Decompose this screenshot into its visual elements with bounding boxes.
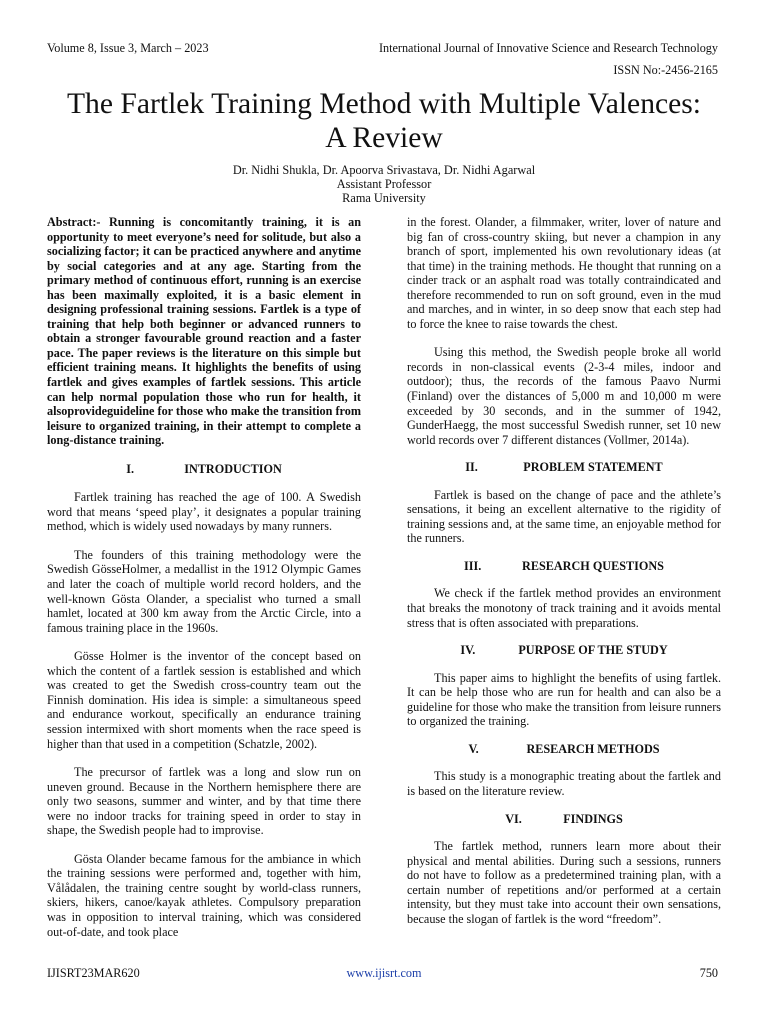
- right-column: [407, 215, 721, 926]
- section-number: II.: [465, 460, 478, 475]
- paragraph: Using this method, the Swedish people broke all world records in non-classical events (2-3-4 miles, indoor and outdoor); thus, the records of the famous Paavo Nurmi (Finland) over the distances of 5,000 m and 10,000 m were exceeded by 30 seconds, and in the summer of 1942, GunderHaegg, the most successful Swedish runner, set 10 new world records over 7 different distances (Vollmer, 2014a).: [407, 345, 721, 447]
- author-role: Assistant Professor: [336, 177, 432, 192]
- paragraph: This study is a monographic treating about the fartlek and is based on the literature review.: [407, 769, 721, 798]
- paragraph: Fartlek is based on the change of pace and the athlete’s sensations, it being an excellent alternative to the rigidity of training sessions and, at the same time, an enjoyable method for the runners.: [407, 487, 721, 546]
- section-number: VI.: [505, 811, 522, 826]
- section-title: PURPOSE OF THE STUDY: [518, 643, 668, 658]
- section-title: PROBLEM STATEMENT: [523, 460, 663, 475]
- section-number: V.: [468, 741, 479, 756]
- section-heading-purpose: [407, 643, 721, 658]
- volume-issue: Volume 8, Issue 3, March – 2023: [47, 41, 209, 55]
- title-line-1: The Fartlek Training Method with Multiple Valences:: [66, 88, 701, 120]
- section-title: FINDINGS: [563, 811, 623, 826]
- author-block: [0, 163, 768, 206]
- journal-url-link[interactable]: www.ijisrt.com: [346, 966, 422, 980]
- section-number: IV.: [460, 643, 476, 658]
- paper-title: [0, 87, 768, 155]
- article-code: IJISRT23MAR620: [47, 966, 140, 980]
- paragraph: This paper aims to highlight the benefits of using fartlek. It can be help those who are run for health and can also be a guideline for those who make the transition from leisure runners to organized the training.: [407, 670, 721, 729]
- paragraph: Gösta Olander became famous for the ambiance in which the training sessions were performed and, together with him, Vålådalen, the training centre sought by world-class runners, skiers, hikers, canoe/kayak athletes. Compulsory preparation was in opposition to interval training, which was considered out-of-date, and took place: [47, 851, 361, 939]
- paragraph: Fartlek training has reached the age of 100. A Swedish word that means ‘speed play’, it designates a popular training method, which is widely used nowadays by many runners.: [47, 490, 361, 534]
- section-heading-findings: [407, 812, 721, 827]
- paragraph: The fartlek method, runners learn more about their physical and mental abilities. During such a sessions, runners do not have to follow as a predetermined training plan, with a certain number of repetitions and/or performed at a certain intensity, but they must take into account their own sensations, because the slogan of fartlek is the word “freedom”.: [407, 839, 721, 926]
- journal-name: International Journal of Innovative Science and Research Technology: [378, 41, 718, 55]
- section-title: RESEARCH METHODS: [526, 741, 660, 756]
- title-line-2: A Review: [325, 122, 443, 154]
- left-column: [47, 215, 361, 939]
- section-number: III.: [464, 558, 482, 573]
- paragraph: in the forest. Olander, a filmmaker, writer, lover of nature and big fan of cross-country skiing, but never a champion in any branch of sport, implemented his own revolutionary ideas (at that time) in the training methods. He thought that running on a cinder track or an asphalt road was totally contraindicated and therefore recommended to run on soft ground, even in the mud and marches, and in winter, in so deep snow that each step had to force the knee to raise towards the chest.: [407, 215, 721, 331]
- abstract: Abstract:- Running is concomitantly training, it is an opportunity to meet everyone’s need for solitude, but also a socializing factor; it can be practiced anywhere and anytime by social categories and at any age. Starting from the primary method of continuous effort, running is an exercise has been maximally exploited, it is a basic element in designing professional training sessions. Fartlek is a type of training that help both beginner or advanced runners to obtain a stronger favourable ground reaction and a faster pace. The paper reviews is the literature on this simple but efficient training means. It highlights the benefits of using fartlek and gives examples of fartlek sessions. This article can help normal population those who run for health, it alsoprovideguideline for those who make the transition from leisure to organized training, in their attempt to complete a long-distance training.: [47, 215, 361, 448]
- section-heading-research-questions: [407, 559, 721, 574]
- section-heading-introduction: [47, 462, 361, 477]
- section-title: INTRODUCTION: [184, 461, 282, 476]
- page-number: 750: [699, 966, 718, 980]
- section-heading-research-methods: [407, 742, 721, 757]
- section-heading-problem-statement: [407, 460, 721, 475]
- section-number: I.: [126, 461, 135, 476]
- section-title: RESEARCH QUESTIONS: [522, 558, 664, 573]
- paragraph: We check if the fartlek method provides an environment that breaks the monotony of track training and it avoids mental stress that is often associated with preparations.: [407, 586, 721, 630]
- issn: ISSN No:-2456-2165: [613, 63, 718, 77]
- paragraph: The precursor of fartlek was a long and slow run on uneven ground. Because in the Northern hemisphere there are only two seasons, summer and winter, and by that time there were no indoor tracks for training speed in order to stay in shape, the Swedish people had to improvise.: [47, 765, 361, 838]
- paragraph: The founders of this training methodology were the Swedish GösseHolmer, a medallist in the 1912 Olympic Games and later the coach of multiple world record holders, and the well-known Gösta Olander, a specialist who turned a small hamlet, located at 300 km away from the Arctic Circle, into a famous training place in the 1960s.: [47, 547, 361, 635]
- author-names: Dr. Nidhi Shukla, Dr. Apoorva Srivastava, Dr. Nidhi Agarwal: [232, 163, 536, 177]
- paragraph: Gösse Holmer is the inventor of the concept based on which the content of a fartlek session is established and which was created to get the Swedish cross-country team out the Finnish domination. His idea is simple: a simultaneous speed and endurance workout, specifically an endurance training session intermixed with short moments when the race speed is higher than that used in a competition (Schatzle, 2002).: [47, 649, 361, 751]
- author-affiliation: Rama University: [342, 191, 426, 206]
